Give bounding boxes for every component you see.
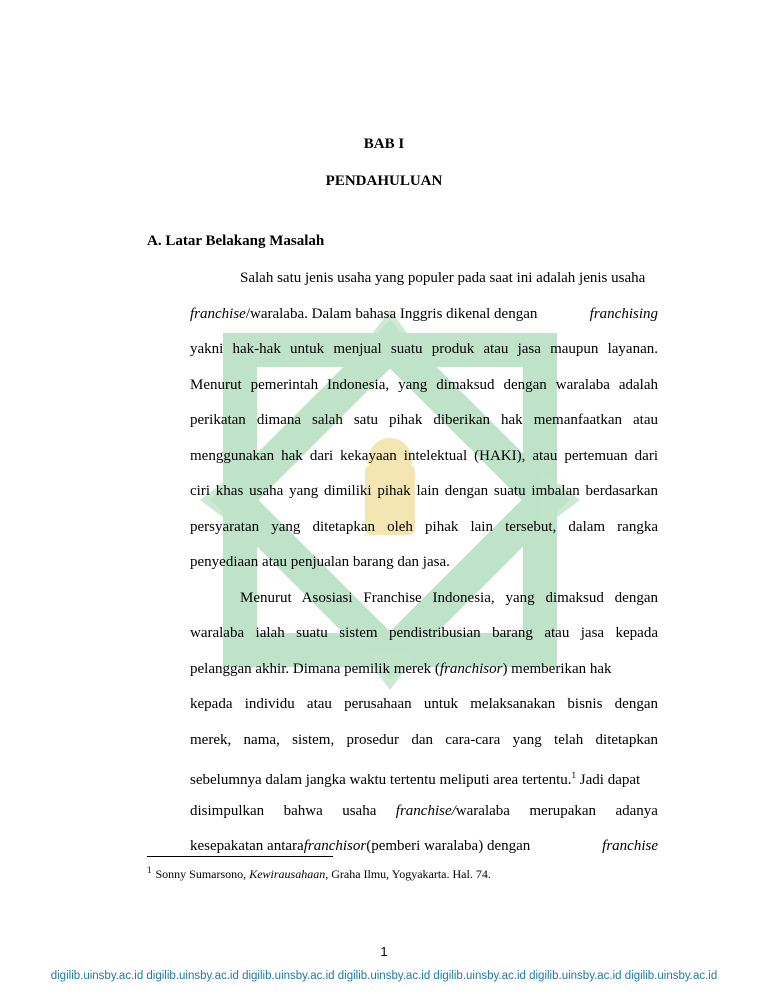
p2l8-text-c: (pemberi waralaba) dengan <box>366 838 531 854</box>
p2l3-text-c: ) memberikan hak <box>502 661 612 677</box>
p2l6-text-a: sebelumnya dalam jangka waktu tertentu meliputi area tertentu. <box>190 772 572 788</box>
paragraph2-line4: kepada individu atau perusahaan untuk melaksanakan bisnis dengan <box>190 696 658 712</box>
footnote-number: 1 <box>147 865 152 875</box>
paragraph1-line5: perikatan dimana salah satu pihak diberikan hak memanfaatkan atau <box>190 412 658 428</box>
franchisor-term: franchisor <box>439 661 503 677</box>
franchising-term: franchising <box>589 306 658 322</box>
footnote-ref-1[interactable]: 1 <box>571 770 577 780</box>
p2l7-w3: usaha <box>342 803 377 819</box>
footnote-publisher: Graha Ilmu, Yogyakarta. Hal. 74. <box>328 867 491 881</box>
p1l2-seg1 <box>190 305 537 323</box>
page-number: 1 <box>380 944 388 959</box>
paragraph2-line5: merek, nama, sistem, prosedur dan cara-cara yang telah ditetapkan <box>190 732 658 748</box>
franchisor-term-2: franchisor <box>303 838 367 854</box>
franchise-term-3: franchise <box>602 838 658 854</box>
p2l3-text-a: pelanggan akhir. Dimana pemilik merek ( <box>190 661 440 677</box>
paragraph1-line8: persyaratan yang ditetapkan oleh pihak lain tersebut, dalam rangka <box>190 519 658 535</box>
paragraph2-line3 <box>190 660 658 678</box>
paragraph2-line2: waralaba ialah suatu sistem pendistribusian barang atau jasa kepada <box>190 625 658 641</box>
paragraph1-line3: yakni hak-hak untuk menjual suatu produk atau jasa maupun layanan. <box>190 341 658 357</box>
p2l7-w6: adanya <box>615 803 658 819</box>
p1l2-text: /waralaba. Dalam bahasa Inggris dikenal dengan <box>245 306 538 322</box>
chapter-number: BAB I <box>363 136 405 152</box>
p2l7-w5: merupakan <box>529 803 597 819</box>
franchise-term: franchise <box>190 306 246 322</box>
paragraph1-line9: penyediaan atau penjualan barang dan jasa. <box>190 554 450 570</box>
p2l3-seg1 <box>190 660 612 678</box>
p2l8-seg <box>190 837 530 855</box>
paragraph1-line6: menggunakan hak dari kekayaan intelektual (HAKI), atau pertemuan dari <box>190 448 658 464</box>
paragraph1-line7: ciri khas usaha yang dimiliki pihak lain dengan suatu imbalan berdasarkan <box>190 483 658 499</box>
paragraph2-line1: Menurut Asosiasi Franchise Indonesia, yang dimaksud dengan <box>240 590 658 606</box>
paragraph2-line8 <box>190 837 658 855</box>
p2l6-text-b: Jadi dapat <box>576 772 641 788</box>
paragraph1-line1: Salah satu jenis usaha yang populer pada saat ini adalah jenis usaha <box>240 270 646 286</box>
p2l7-w1: disimpulkan <box>190 803 265 819</box>
paragraph2-line6 <box>190 766 658 788</box>
repository-footer-link[interactable]: digilib.uinsby.ac.id digilib.uinsby.ac.id digilib.uinsby.ac.id digilib.uinsby.ac.id digilib.uinsby.ac.id digilib.uinsby.ac.id digilib.uinsby.ac.id <box>50 970 718 982</box>
paragraph1-line2 <box>190 305 658 323</box>
footnote-book-title: Kewirausahaan, <box>249 867 329 881</box>
footnote-author: Sonny Sumarsono, <box>155 867 250 881</box>
p2l8-text-a: kesepakatan antara <box>190 838 304 854</box>
paragraph1-line4: Menurut pemerintah Indonesia, yang dimaksud dengan waralaba adalah <box>190 377 658 393</box>
p2l7-waralaba: waralaba <box>455 803 510 819</box>
franchise-term-2: franchise/ <box>395 803 456 819</box>
chapter-title: PENDAHULUAN <box>325 173 443 189</box>
paragraph2-line7 <box>190 802 658 820</box>
footnote-1 <box>147 865 491 882</box>
p2l7-w4 <box>396 802 510 820</box>
p2l7-w2: bahwa <box>283 803 323 819</box>
footnote-divider <box>147 856 333 857</box>
section-heading: A. Latar Belakang Masalah <box>147 233 325 249</box>
